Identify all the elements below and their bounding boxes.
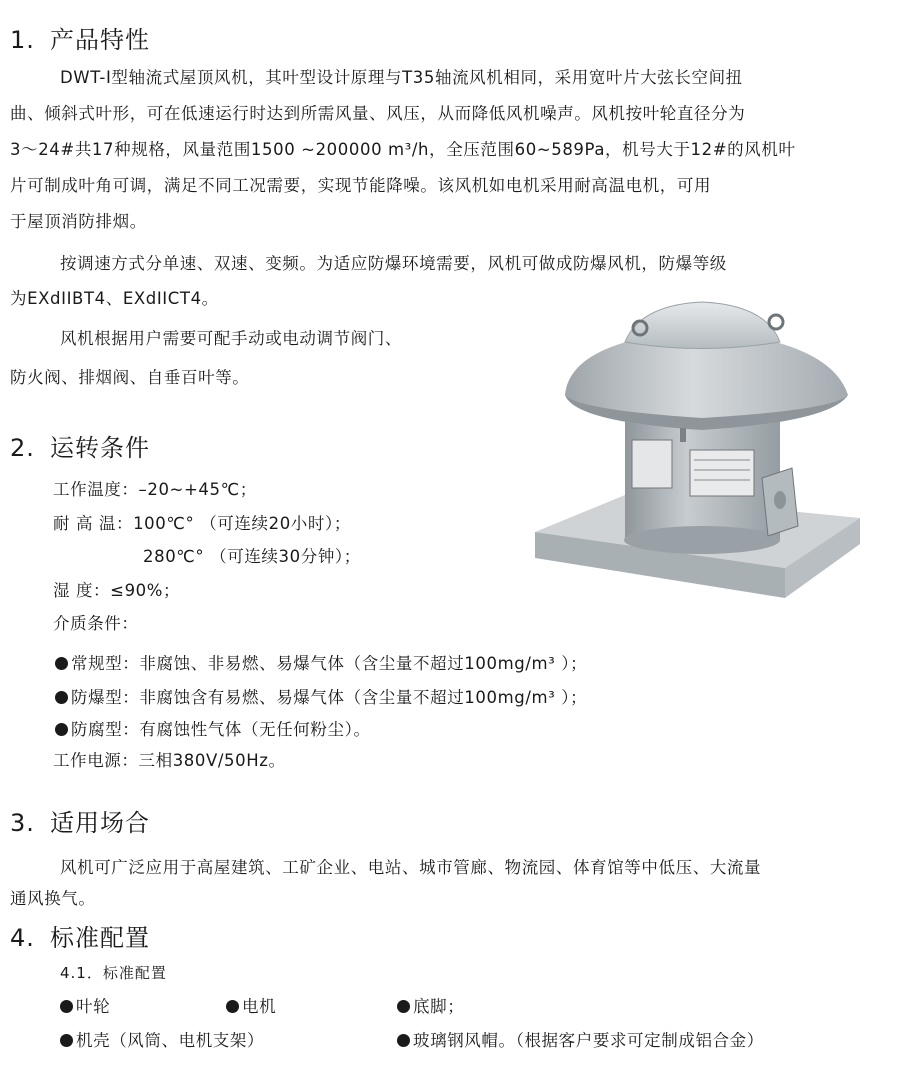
config-frp-hood bbox=[397, 1027, 764, 1051]
hood-dome bbox=[625, 302, 780, 349]
section-3-heading bbox=[10, 803, 150, 838]
s1-p2-line-1: 按调速方式分单速、双速、变频。为适应防爆环境需要，风机可做成防爆风机，防爆等级 bbox=[60, 254, 727, 273]
config-impeller bbox=[60, 993, 110, 1017]
s1-p1-line-3: 3～24#共17种规格，风量范围1500 ~200000 m³/h，全压范围60~589Pa，机号大于12#的风机叶 bbox=[10, 140, 796, 159]
lifting-eye-right bbox=[769, 315, 783, 329]
s1-p1-line-4: 片可制成叶角可调，满足不同工况需要，实现节能降噪。该风机如电机采用耐高温电机，可用 bbox=[10, 176, 712, 195]
section-3-number: 3. bbox=[10, 809, 35, 837]
section-3-title: 适用场合 bbox=[50, 809, 150, 837]
medium-anticorrosion-text: 防腐型：有腐蚀性气体（无任何粉尘）。 bbox=[71, 720, 371, 739]
medium-normal-text: 常规型：非腐蚀、非易燃、易爆气体（含尘量不超过100mg/m³ ）； bbox=[71, 654, 588, 673]
high-temp-20h: 耐 高 温：100℃° （可连续20小时）； bbox=[53, 514, 351, 533]
config-casing bbox=[60, 1027, 264, 1051]
config-impeller-text: 叶轮 bbox=[76, 997, 111, 1016]
nameplate-main bbox=[690, 450, 754, 496]
medium-normal-type bbox=[55, 650, 587, 674]
section-1-number: 1. bbox=[10, 26, 35, 54]
config-base-feet-text: 底脚； bbox=[413, 997, 465, 1016]
section-4-title: 标准配置 bbox=[50, 924, 150, 952]
section-2-heading bbox=[10, 428, 150, 463]
bullet-dot bbox=[55, 723, 68, 736]
bullet-dot bbox=[60, 1000, 73, 1013]
medium-anticorrosion-type bbox=[55, 716, 371, 740]
section-2-title: 运转条件 bbox=[50, 434, 150, 462]
s1-p2-line-2: 为EXdIIBT4、EXdIICT4。 bbox=[10, 289, 219, 308]
section-2-number: 2. bbox=[10, 434, 35, 462]
power-supply: 工作电源：三相380V/50Hz。 bbox=[53, 751, 286, 770]
humidity: 湿 度：≤90%； bbox=[53, 581, 181, 600]
section-4-heading bbox=[10, 918, 150, 953]
section-1-heading bbox=[10, 20, 150, 55]
subsection-4-1: 4.1．标准配置 bbox=[60, 964, 167, 982]
s3-line-2: 通风换气。 bbox=[10, 889, 96, 908]
medium-explosion-proof-type bbox=[55, 684, 587, 708]
work-temperature: 工作温度：–20~+45℃； bbox=[53, 480, 257, 499]
s1-p3-line-1: 风机根据用户需要可配手动或电动调节阀门、 bbox=[60, 329, 402, 348]
s1-p1-line-1: DWT-I型轴流式屋顶风机，其叶型设计原理与T35轴流风机相同，采用宽叶片大弦长空间扭 bbox=[60, 68, 743, 87]
config-motor bbox=[226, 993, 276, 1017]
bullet-dot bbox=[60, 1034, 73, 1047]
section-4-number: 4. bbox=[10, 924, 35, 952]
high-temp-30min: 280℃° （可连续30分钟）； bbox=[143, 547, 361, 566]
section-1-title: 产品特性 bbox=[50, 26, 150, 54]
s1-p1-line-2: 曲、倾斜式叶形，可在低速运行时达到所需风量、风压，从而降低风机噪声。风机按叶轮直径分为 bbox=[10, 104, 746, 123]
bullet-dot bbox=[55, 691, 68, 704]
config-base-feet bbox=[397, 993, 464, 1017]
config-casing-text: 机壳（风筒、电机支架） bbox=[76, 1031, 265, 1050]
bullet-dot bbox=[226, 1000, 239, 1013]
support-bolt bbox=[680, 428, 686, 442]
config-motor-text: 电机 bbox=[242, 997, 277, 1016]
cylinder-bottom-flange bbox=[624, 526, 780, 554]
bullet-dot bbox=[55, 657, 68, 670]
nameplate-left bbox=[632, 440, 672, 488]
s3-line-1: 风机可广泛应用于高屋建筑、工矿企业、电站、城市管廊、物流园、体育馆等中低压、大流量 bbox=[60, 858, 762, 877]
bullet-dot bbox=[397, 1034, 410, 1047]
medium-conditions-label: 介质条件： bbox=[53, 614, 139, 633]
bullet-dot bbox=[397, 1000, 410, 1013]
medium-explosion-proof-text: 防爆型：非腐蚀含有易燃、易爆气体（含尘量不超过100mg/m³ ）； bbox=[71, 688, 588, 707]
config-frp-hood-text: 玻璃钢风帽。（根据客户要求可定制成铝合金） bbox=[413, 1031, 764, 1050]
s1-p3-line-2: 防火阀、排烟阀、自垂百叶等。 bbox=[10, 368, 250, 387]
s1-p1-line-5: 于屋顶消防排烟。 bbox=[10, 212, 147, 231]
roof-fan-product-image bbox=[530, 300, 865, 605]
junction-box-screw bbox=[774, 491, 786, 509]
